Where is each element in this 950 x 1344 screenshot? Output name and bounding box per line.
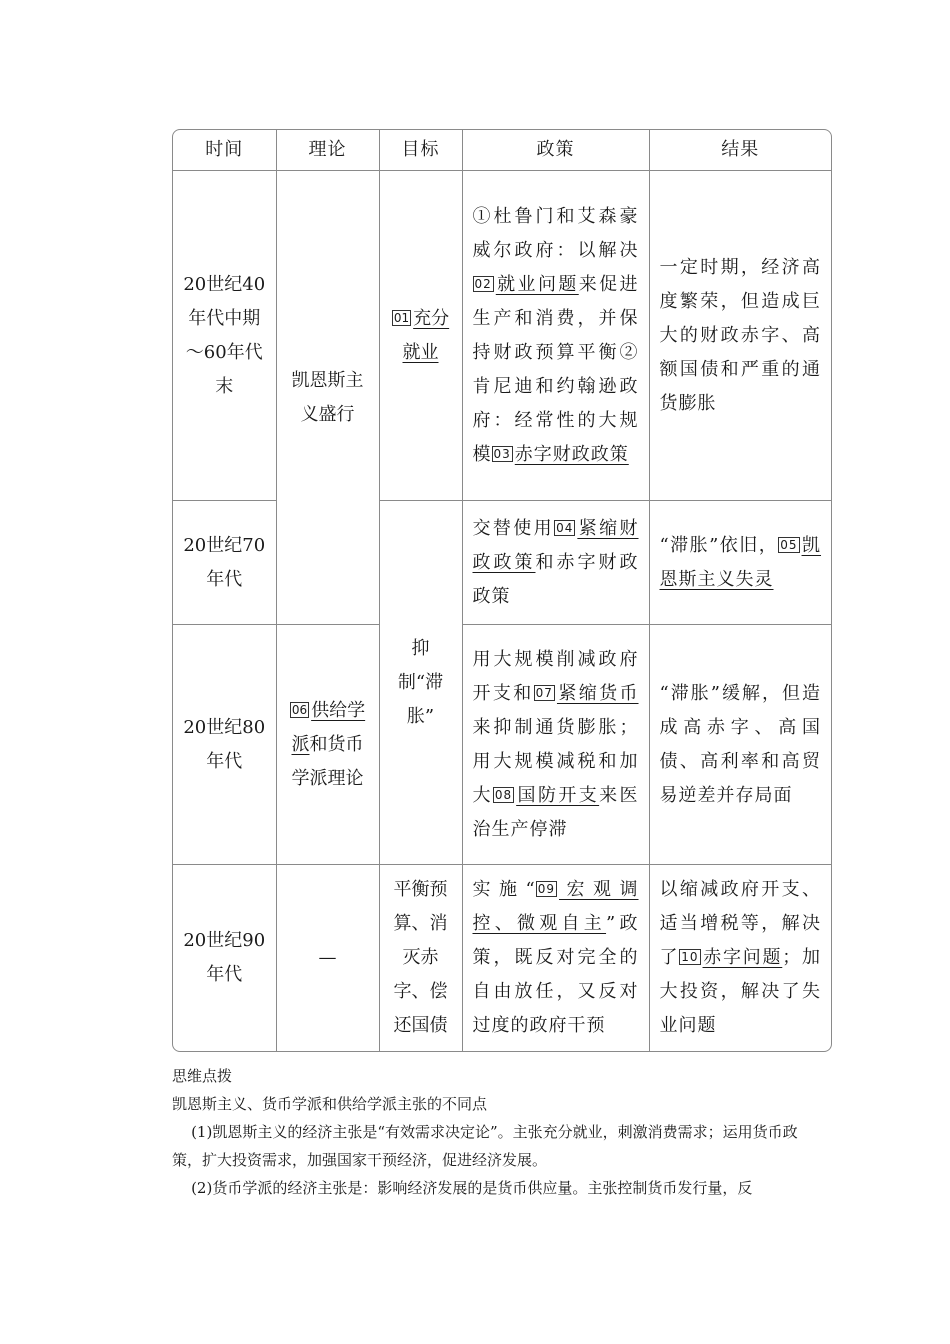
goal-cell: 抑制“滞胀” [379,501,462,865]
result-cell: 一定时期，经济高度繁荣，但造成巨大的财政赤字、高额国债和严重的通货膨胀 [649,171,831,501]
notes-heading: 思维点拨 [172,1067,233,1085]
time-cell: 20世纪90年代 [173,865,276,1051]
answer-number: 09 [537,881,555,896]
policy-cell [462,501,649,625]
answer-number: 10 [681,949,699,964]
policy-text: ①杜鲁门和艾森豪威尔政府：以解决 [472,205,639,261]
policy-text: 和赤字财政政策 [472,551,639,607]
policy-text: 来医治生产停滞 [472,784,639,840]
answer-text: 宏观调控、微观自主 [472,878,639,934]
header-result: 结果 [649,130,831,171]
table-row [173,865,831,1051]
answer-text: 充分就业 [402,307,450,363]
header-goal: 目标 [379,130,462,171]
header-time: 时间 [173,130,276,171]
answer-text: 紧缩货币 [556,682,639,704]
time-cell: 20世纪70年代 [173,501,276,625]
theory-cell: — [276,865,379,1051]
answer-number: 02 [474,276,492,291]
answer-number: 05 [780,537,798,552]
policy-text: 来抑制通货膨胀；用大规模减税和加大 [472,716,639,806]
economic-policy-table [172,129,832,1052]
goal-cell: 平衡预算、消灭赤字、偿还国债 [379,865,462,1051]
result-text: 以缩减政府开支、适当增税等，解决了 [659,878,821,968]
header-theory: 理论 [276,130,379,171]
policy-text: 来促进生产和消费，并保持财政预算平衡②肯尼迪和约翰逊政府：经常性的大规模 [472,273,639,465]
answer-number: 03 [493,446,511,461]
notes-paragraph: (1)凯恩斯主义的经济主张是“有效需求决定论”。主张充分就业，刺激消费需求；运用货币政策，扩大投资需求，加强国家干预经济，促进经济发展。 [172,1123,798,1169]
policy-cell [462,625,649,865]
answer-text: 紧缩财政政策 [472,517,639,573]
policy-text: 交替使用 [472,517,555,539]
answer-text: 就业问题 [495,273,579,295]
answer-number: 04 [556,520,574,535]
table-row [173,501,831,625]
answer-number: 01 [393,310,410,325]
header-policy: 政策 [462,130,649,171]
goal-cell [379,171,462,501]
answer-text: 供给学派 [291,699,366,755]
answer-number: 07 [535,685,553,700]
table-row [173,625,831,865]
time-cell: 20世纪40年代中期～60年代末 [173,171,276,501]
policy-text: 用大规模削减政府开支和 [472,648,639,704]
answer-text: 凯恩斯主义失灵 [659,534,822,590]
answer-number: 08 [494,787,513,802]
answer-text: 赤字问题 [702,946,783,968]
theory-text: 和货币学派理论 [291,733,364,789]
result-cell [649,865,831,1051]
notes-subtitle: 凯恩斯主义、货币学派和供给学派主张的不同点 [172,1095,488,1113]
policy-text: ”政策，既反对完全的自由放任，又反对过度的政府干预 [472,912,639,1036]
table-header-row [173,130,831,171]
answer-number: 06 [291,702,308,717]
theory-cell: 凯恩斯主义盛行 [276,171,379,625]
result-text: ；加大投资，解决了失业问题 [659,946,822,1036]
theory-cell [276,625,379,865]
policy-text: 实施“ [472,878,536,900]
result-cell: “滞胀”缓解，但造成高赤字、高国债、高利率和高贸易逆差并存局面 [649,625,831,865]
result-text: “滞胀”依旧， [659,534,779,556]
notes-paragraph: (2)货币学派的经济主张是：影响经济发展的是货币供应量。主张控制货币发行量，反 [191,1179,753,1197]
policy-cell [462,865,649,1051]
result-cell [649,501,831,625]
time-cell: 20世纪80年代 [173,625,276,865]
thinking-tips-section [172,1062,822,1202]
policy-cell [462,171,649,501]
table-row [173,171,831,501]
answer-text: 国防开支 [516,784,600,806]
answer-text: 赤字财政政策 [514,443,629,465]
